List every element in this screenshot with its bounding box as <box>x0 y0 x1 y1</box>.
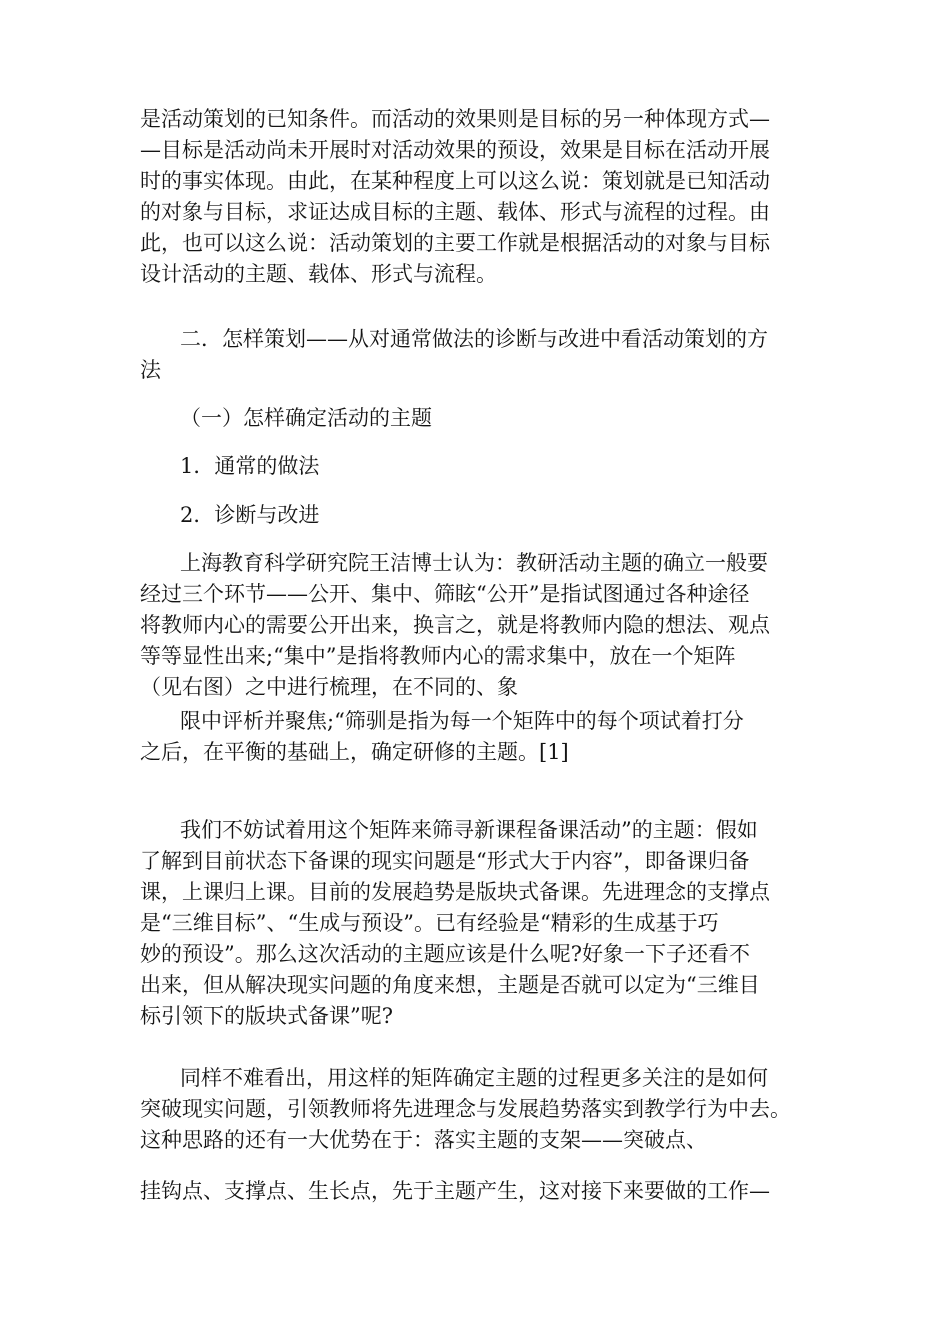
text-line: 突破现实问题，引领教师将先进理念与发展趋势落实到教学行为中去。 <box>140 1097 791 1121</box>
text-line: 之后，在平衡的基础上，确定研修的主题。[1] <box>140 740 569 764</box>
text-line: 设计活动的主题、载体、形式与流程。 <box>140 262 497 286</box>
text-line: （见右图）之中进行梳理，在不同的、象 <box>140 675 518 699</box>
text-line: 是活动策划的已知条件。而活动的效果则是目标的另一种体现方式— <box>140 107 770 131</box>
text-line: 课，上课归上课。目前的发展趋势是版块式备课。先进理念的支撑点 <box>140 880 770 904</box>
text-line: （一）怎样确定活动的主题 <box>180 406 432 430</box>
paragraph-planning-conditions <box>140 104 820 290</box>
text-line: 这种思路的还有一大优势在于：落实主题的支架——突破点、 <box>140 1128 707 1152</box>
text-line: 2．诊断与改进 <box>180 503 320 527</box>
text-line: 出来，但从解决现实问题的角度来想，主题是否就可以定为“三维目 <box>140 973 760 997</box>
text-line: 上海教育科学研究院王洁博士认为：教研活动主题的确立一般要 <box>180 551 768 575</box>
text-line: 挂钩点、支撑点、生长点，先于主题产生，这对接下来要做的工作— <box>140 1179 770 1203</box>
text-line: 经过三个环节——公开、集中、筛眩“公开”是指试图通过各种途径 <box>140 582 750 606</box>
paragraph-screening <box>140 706 820 768</box>
text-line: 是“三维目标”、“生成与预设”。已有经验是“精彩的生成基于巧 <box>140 911 719 935</box>
paragraph-matrix-example <box>140 815 820 1032</box>
text-line: 妙的预设”。那么这次活动的主题应该是什么呢?好象一下子还看不 <box>140 942 750 966</box>
section-heading-how-to-plan <box>140 324 820 386</box>
text-line: 同样不难看出，用这样的矩阵确定主题的过程更多关注的是如何 <box>180 1066 768 1090</box>
text-line: 时的事实体现。由此，在某种程度上可以这么说：策划就是已知活动 <box>140 169 770 193</box>
text-line: 1．通常的做法 <box>180 454 320 478</box>
subsection-heading-topic <box>140 403 820 434</box>
text-line: 的对象与目标，求证达成目标的主题、载体、形式与流程的过程。由 <box>140 200 770 224</box>
list-item-usual-practice <box>140 451 820 482</box>
text-line: —目标是活动尚未开展时对活动效果的预设，效果是目标在活动开展 <box>140 138 770 162</box>
text-line: 二．怎样策划——从对通常做法的诊断与改进中看活动策划的方 <box>180 327 768 351</box>
paragraph-advantages <box>140 1063 820 1156</box>
text-line: 将教师内心的需要公开出来，换言之，就是将教师内隐的想法、观点 <box>140 613 770 637</box>
list-item-diagnosis <box>140 500 820 531</box>
paragraph-continuation <box>140 1176 820 1207</box>
paragraph-wang-jie <box>140 548 820 703</box>
text-line: 标引领下的版块式备课”呢? <box>140 1004 393 1028</box>
text-line: 我们不妨试着用这个矩阵来筛寻新课程备课活动”的主题：假如 <box>180 818 758 842</box>
text-line: 等等显性出来;“集中”是指将教师内心的需求集中，放在一个矩阵 <box>140 644 736 668</box>
text-line: 了解到目前状态下备课的现实问题是“形式大于内容”，即备课归备 <box>140 849 750 873</box>
text-line: 法 <box>140 358 161 382</box>
text-line: 此，也可以这么说：活动策划的主要工作就是根据活动的对象与目标 <box>140 231 770 255</box>
text-line: 限中评析并聚焦;“筛驯是指为每一个矩阵中的每个项试着打分 <box>180 709 744 733</box>
